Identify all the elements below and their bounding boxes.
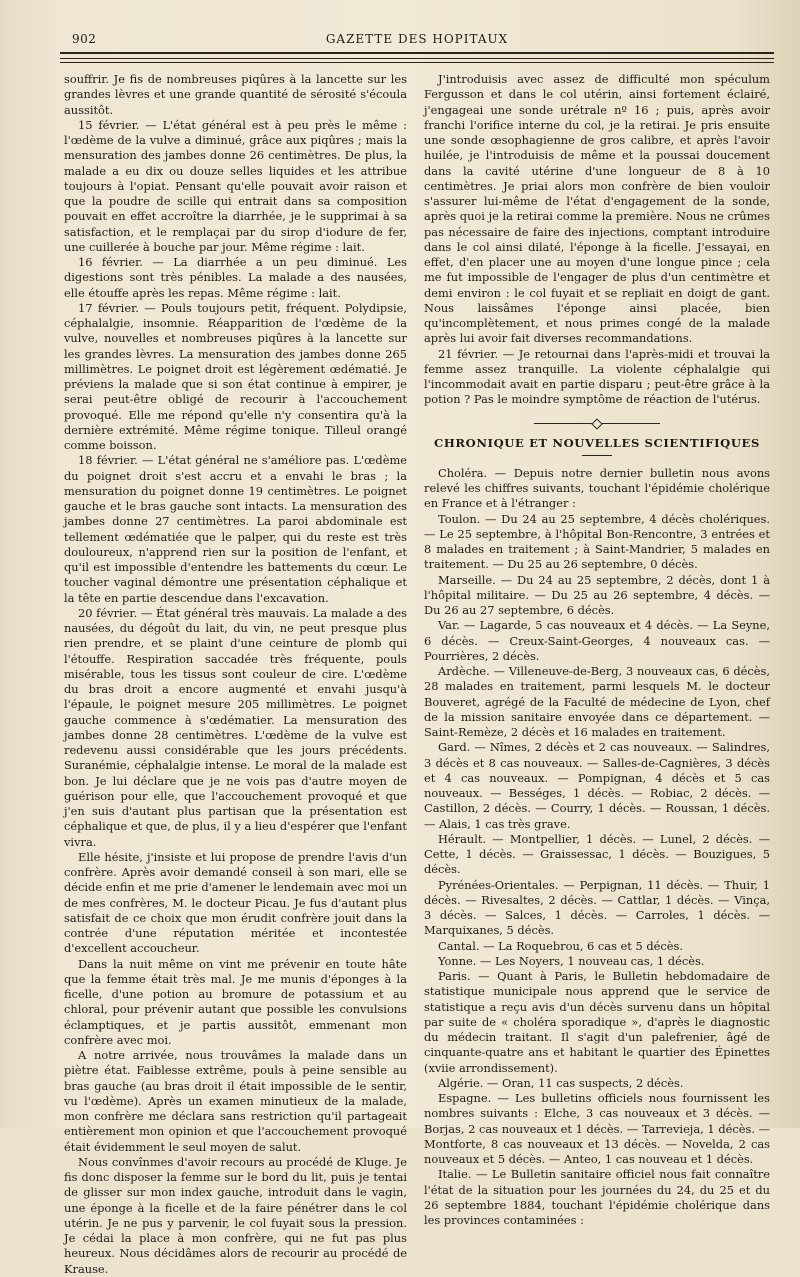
paragraph: Yonne. — Les Noyers, 1 nouveau cas, 1 décès. xyxy=(438,953,705,968)
left-column xyxy=(64,72,407,1277)
paragraph: Cantal. — La Roquebrou, 6 cas et 5 décès. xyxy=(438,938,683,953)
page-number: 902 xyxy=(72,32,97,46)
paragraph: Paris. — Quant à Paris, le Bulletin hebdomadaire de statistique municipale nous apprend que le service de statistique a reçu avis d'un décès survenu dans un hôpital par suite de « choléra sporadique », d'après le diagnostic du médecin traitant. Il s'agit d'un palefrenier, âgé de cinquante-quatre ans et habitant le quartier des Épinettes (xviie arrondissement). xyxy=(424,969,770,1075)
paragraph: 15 février. — L'état général est à peu près le même : l'œdème de la vulve a diminué, grâce aux piqûres ; mais la mensuration des jambes donne 26 centimètres. De plus, la malade a eu dix ou douze selles liquides et les attribue toujours à l'opiat. Pensant qu'elle pouvait avoir raison et que la poudre de scille qui entrait dans sa composition pouvait en effet accroître la diarrhée, je le supprimai à sa satisfaction, et le remplaçai par du sirop d'iodure de fer, une cuillerée à bouche par jour. Même régime : lait. xyxy=(64,117,407,254)
paragraph: Choléra. — Depuis notre dernier bulletin nous avons relevé les chiffres suivants, touchant l'épidémie cholérique en France et à l'étranger : xyxy=(424,465,770,511)
header-rule-thin xyxy=(60,58,774,59)
header-rule-thick xyxy=(60,52,774,54)
paragraph: Hérault. — Montpellier, 1 décès. — Lunel, 2 décès. — Cette, 1 décès. — Graissessac, 1 décès. — Bouzigues, 5 décès. xyxy=(424,831,770,877)
header-rule-thin-2 xyxy=(60,62,774,63)
section-title-rule xyxy=(582,455,612,456)
ornament-line-right xyxy=(602,423,660,424)
right-column xyxy=(424,72,770,1228)
ornament-diamond-icon xyxy=(591,418,602,429)
paragraph: Var. — Lagarde, 5 cas nouveaux et 4 décès. — La Seyne, 6 décès. — Creux-Saint-Georges, 4 nouveaux cas. — Pourrières, 2 décès. xyxy=(424,618,770,663)
paragraph: Ardèche. — Villeneuve-de-Berg, 3 nouveaux cas, 6 décès, 28 malades en traitement, parmi lesquels M. le docteur Bouveret, agrégé de la Faculté de médecine de Lyon, chef de la mission sanitaire envoyée dans ce département. — Saint-Remèze, 2 décès et 16 malades en traitement. xyxy=(424,664,770,739)
paragraph: Elle hésite, j'insiste et lui propose de prendre l'avis d'un confrère. Après avoir demandé conseil à son mari, elle se décide enfin et me prie d'amener le lendemain avec moi un de mes confrères, M. le docteur Picau. Je fus d'autant plus satisfait de ce choix que mon érudit confrère jouit dans la contrée d'une réputation méritée et incontestée d'excellent accoucheur. xyxy=(64,849,407,956)
paragraph: Nous convînmes d'avoir recours au procédé de Kluge. Je fis donc disposer la femme sur le bord du lit, puis je tentai de glisser sur mon index gauche, introduit dans le vagin, une éponge à la ficelle et de la faire pénétrer dans le col utérin. Je ne pus y parvenir, le col fuyait sous la pression. Je cédai la place à mon confrère, qui ne fut pas plus heureux. Nous décidâmes alors de recourir au procédé de Krause. xyxy=(64,1154,407,1276)
paragraph: J'introduisis avec assez de difficulté mon spéculum Fergusson et dans le col utérin, ainsi fortement éclairé, j'engageai une sonde urétrale nº 16 ; puis, après avoir franchi l'orifice interne du col, je la retirai. Je pris ensuite une sonde œsophagienne de gros calibre, et après l'avoir huilée, je l'introduisis de même et la poussai doucement dans la cavité utérine d'une longueur de 8 à 10 centimètres. Je priai alors mon confrère de bien vouloir s'assurer lui-même de l'état d'engagement de la sonde, après quoi je la retirai comme la première. Nous ne crûmes pas nécessaire de faire des injections, comptant introduire dans le col ainsi dilaté, l'éponge à la ficelle. J'essayai, en effet, d'en placer une au moyen d'une longue pince ; cela me fut impossible de l'engager de plus d'un centimètre et demi environ : le col fuyait et se repliait en doigt de gant. Nous laissâmes l'éponge ainsi placée, bien qu'incomplètement, et nous primes congé de la malade après lui avoir fait diverses recommandations. xyxy=(424,72,770,346)
paragraph: 21 février. — Je retournai dans l'après-midi et trouvai la femme assez tranquille. La violente céphalalgie qui l'incommodait avait en partie disparu ; peut-être grâce à la potion ? Pas le moindre symptôme de réaction de l'utérus. xyxy=(424,346,770,407)
paragraph: Dans la nuit même on vint me prévenir en toute hâte que la femme était très mal. Je me munis d'éponges à la ficelle, d'une potion au bromure de potassium et au chloral, pour prévenir autant que possible les convulsions éclamptiques, et je partis aussitôt, emmenant mon confrère avec moi. xyxy=(64,956,407,1047)
paragraph: Espagne. — Les bulletins officiels nous fournissent les nombres suivants : Elche, 3 cas nouveaux et 3 décès. — Borjas, 2 cas nouveaux et 1 décès. — Tarrevieja, 1 décès. — Montforte, 8 cas nouveaux et 13 décès. — Novelda, 2 cas nouveaux et 5 décès. — Anteo, 1 cas nouveau et 1 décès. xyxy=(424,1091,770,1166)
paragraph: souffrir. Je fis de nombreuses piqûres à la lancette sur les grandes lèvres et une grande quantité de sérosité s'écoula aussitôt. xyxy=(64,72,407,117)
paragraph: Toulon. — Du 24 au 25 septembre, 4 décès cholériques. — Le 25 septembre, à l'hôpital Bon-Rencontre, 3 entrées et 8 malades en traitement ; à Saint-Mandrier, 5 malades en traitement. — Du 25 au 26 septembre, 0 décès. xyxy=(424,511,770,572)
paragraph: 17 février. — Pouls toujours petit, fréquent. Polydipsie, céphalalgie, insomnie. Réapparition de l'œdème de la vulve, nouvelles et nombreuses piqûres à la lancette sur les grandes lèvres. La mensuration des jambes donne 265 millimètres. Le poignet droit est légèrement œdématié. Je préviens la malade que si son état continue à empirer, je serai peut-être obligé de recourir à l'accouchement provoqué. Elle me répond qu'elle n'y consentira qu'à la dernière extrémité. Même régime tonique. Tilleul orangé comme boisson. xyxy=(64,300,407,452)
paragraph: Marseille. — Du 24 au 25 septembre, 2 décès, dont 1 à l'hôpital militaire. — Du 25 au 26 septembre, 4 décès. — Du 26 au 27 septembre, 6 décès. xyxy=(424,572,770,617)
page-header xyxy=(72,30,762,50)
ornament-line-left xyxy=(534,423,592,424)
section-title: CHRONIQUE ET NOUVELLES SCIENTIFIQUES xyxy=(434,435,760,450)
paragraph: 20 février. — État général très mauvais. La malade a des nausées, du dégoût du lait, du vin, ne peut presque plus rien prendre, et se plaint d'une ceinture de plomb qui l'étouffe. Respiration saccadée très fréquente, pouls misérable, tous les tissus sont couleur de cire. L'œdème du bras droit a encore augmenté et envahi jusqu'à l'épaule, le poignet mesure 205 millimètres. Le poignet gauche commence à s'œdématier. La mensuration des jambes donne 28 centimètres. L'œdème de la vulve est redevenu aussi considérable que les jours précédents. Suranémie, céphalalgie intense. Le moral de la malade est bon. Je lui déclare que je ne vois pas d'autre moyen de guérison pour elle, que l'accouchement provoqué et que j'en suis d'autant plus partisan que la présentation est céphalique et que, de plus, il y a lieu d'espérer que l'enfant vivra. xyxy=(64,605,407,849)
paragraph: Pyrénées-Orientales. — Perpignan, 11 décès. — Thuir, 1 décès. — Rivesaltes, 2 décès. — Cattlar, 1 décès. — Vinça, 3 décès. — Salces, 1 décès. — Carroles, 1 décès. — Marquixanes, 5 décès. xyxy=(424,877,770,938)
paragraph: Gard. — Nîmes, 2 décès et 2 cas nouveaux. — Salindres, 3 décès et 8 cas nouveaux. — Salles-de-Cagnières, 3 décès et 4 cas nouveaux. — Pompignan, 4 décès et 5 cas nouveaux. — Bességes, 1 décès. — Robiac, 2 décès. — Castillon, 2 décès. — Courry, 1 décès. — Roussan, 1 décès. — Alais, 1 cas très grave. xyxy=(424,740,770,831)
journal-title: GAZETTE DES HOPITAUX xyxy=(325,32,509,46)
paragraph: Algérie. — Oran, 11 cas suspects, 2 décès. xyxy=(438,1075,684,1090)
section-ornament xyxy=(424,418,770,428)
paragraph: A notre arrivée, nous trouvâmes la malade dans un piètre état. Faiblesse extrême, pouls à peine sensible au bras gauche (au bras droit il était impossible de le sentir, vu l'œdème). Après un examen minutieux de la malade, mon confrère me déclara sans restriction qu'il partageait entièrement mon opinion et que l'accouchement provoqué était évidemment le seul moyen de salut. xyxy=(64,1048,407,1154)
paragraph: 18 février. — L'état général ne s'améliore pas. L'œdème du poignet droit s'est accru et a envahi le bras ; la mensuration du poignet donne 19 centimètres. Le poignet gauche et le bras gauche sont intacts. La mensuration des jambes donne 27 centimètres. La paroi abdominale est tellement œdématiée que le palper, qui du reste est très douloureux, n'apprend rien sur la position de l'enfant, et qu'il est impossible d'entendre les battements du cœur. Le toucher vaginal démontre une présentation céphalique et la tête en partie descendue dans l'excavation. xyxy=(64,453,407,605)
paragraph: Italie. — Le Bulletin sanitaire officiel nous fait connaître l'état de la situation pour les journées du 24, du 25 et du 26 septembre 1884, touchant l'épidémie cholérique dans les provinces contaminées : xyxy=(424,1167,770,1227)
paragraph: 16 février. — La diarrhée a un peu diminué. Les digestions sont très pénibles. La malade a des nausées, elle étouffe après les repas. Même régime : lait. xyxy=(64,255,407,300)
